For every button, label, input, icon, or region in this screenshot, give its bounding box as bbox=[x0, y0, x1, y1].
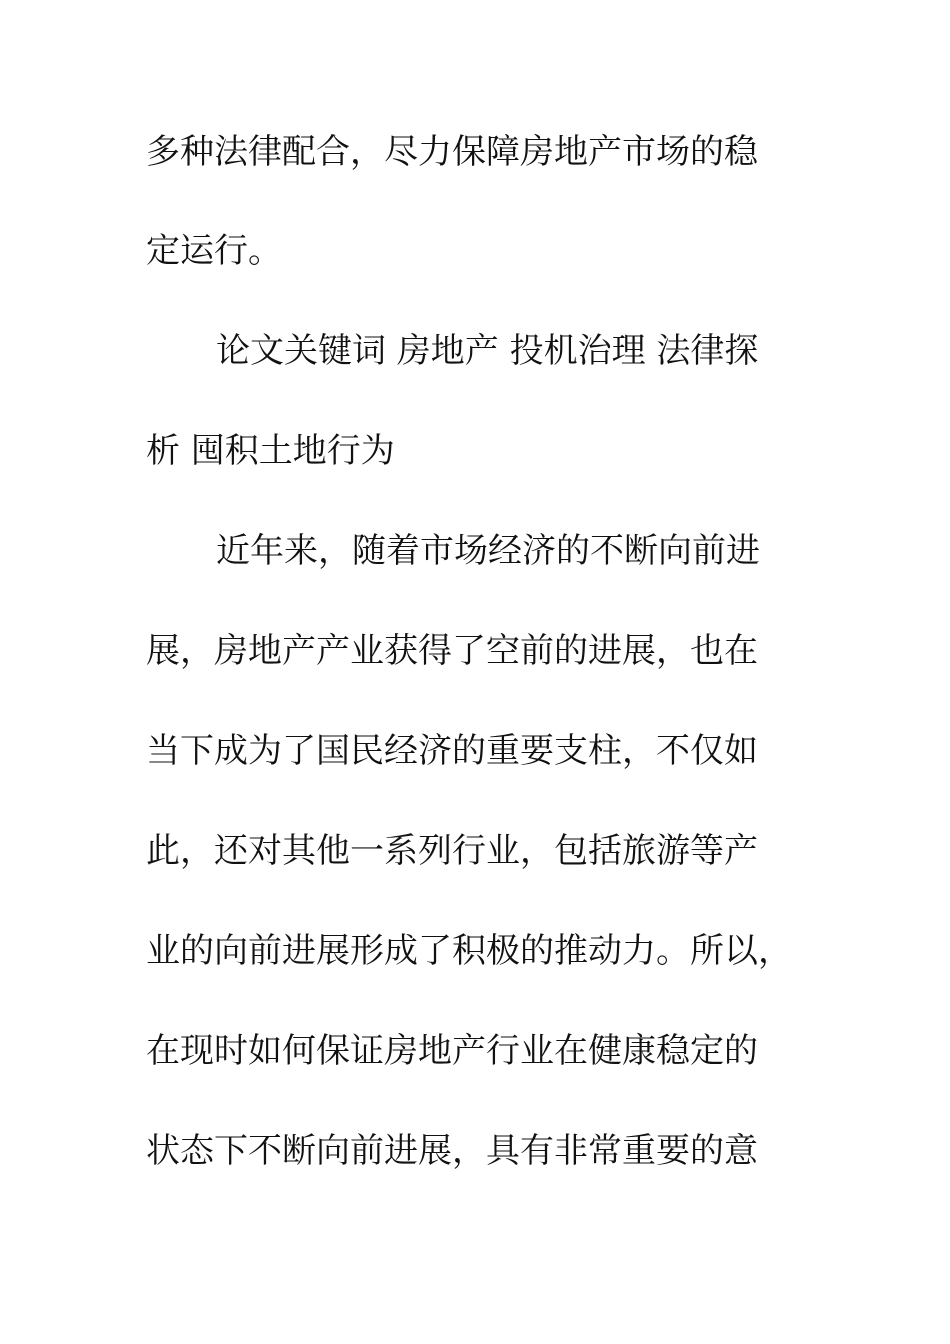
paragraph-line: 业的向前进展形成了积极的推动力。所以， bbox=[146, 931, 792, 971]
paragraph-line: 定运行。 bbox=[146, 231, 282, 271]
paragraph-line: 状态下不断向前进展，具有非常重要的意 bbox=[146, 1131, 758, 1171]
keywords-line: 论文关键词 房地产 投机治理 法律探 bbox=[216, 331, 759, 371]
paragraph-line: 展，房地产产业获得了空前的进展，也在 bbox=[146, 631, 758, 671]
paragraph-line: 此，还对其他一系列行业，包括旅游等产 bbox=[146, 831, 758, 871]
paragraph-line: 在现时如何保证房地产行业在健康稳定的 bbox=[146, 1031, 758, 1071]
keywords-line: 析 囤积土地行为 bbox=[146, 431, 395, 471]
paragraph-line: 多种法律配合，尽力保障房地产市场的稳 bbox=[146, 132, 758, 172]
paragraph-line: 当下成为了国民经济的重要支柱，不仅如 bbox=[146, 731, 758, 771]
paragraph-line: 近年来，随着市场经济的不断向前进 bbox=[216, 531, 760, 571]
